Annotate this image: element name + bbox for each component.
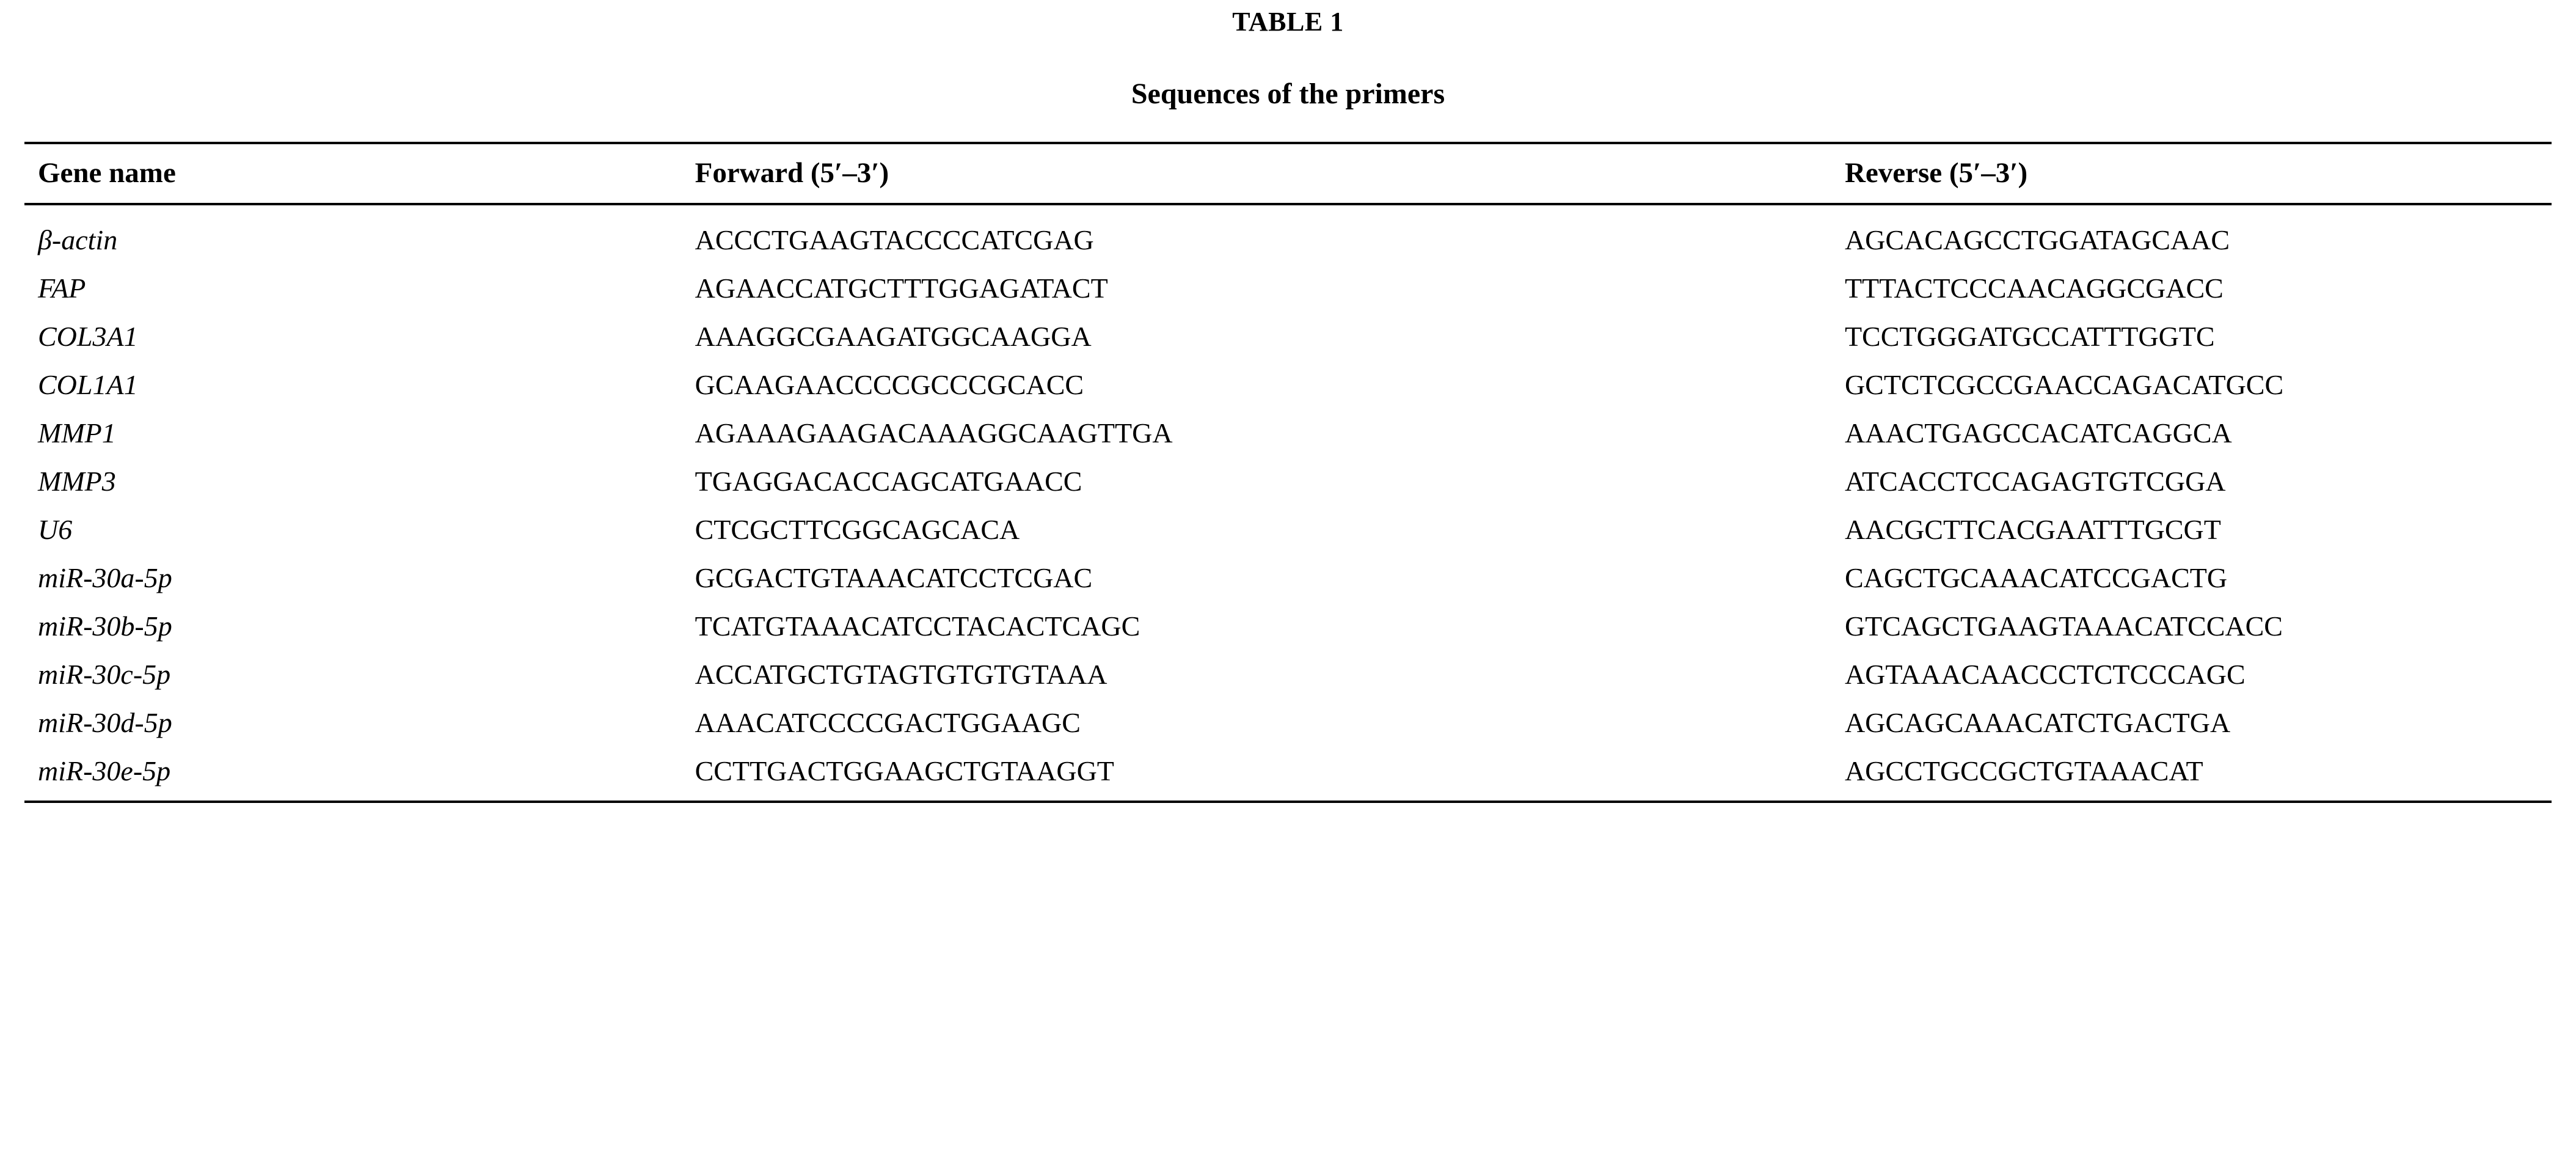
cell-reverse-primer: AGCCTGCCGCTGTAAACAT <box>1831 747 2552 802</box>
table-row <box>24 409 2552 457</box>
table-row <box>24 698 2552 747</box>
table-header <box>24 143 2552 204</box>
cell-forward-primer: CTCGCTTCGGCAGCACA <box>695 514 1020 546</box>
cell-forward-primer: AAAGGCGAAGATGGCAAGGA <box>695 321 1092 353</box>
cell-forward-primer: CCTTGACTGGAAGCTGTAAGGT <box>682 747 1831 802</box>
cell-forward-primer: GCGACTGTAAACATCCTCGAC <box>695 562 1093 594</box>
cell-gene-name: β-actin <box>38 224 118 256</box>
cell-reverse-primer: AAACTGAGCCACATCAGGCA <box>1844 417 2232 449</box>
table-number: TABLE 1 <box>1232 7 1344 37</box>
table-row <box>24 264 2552 312</box>
cell-gene-name: miR-30e-5p <box>24 747 682 802</box>
cell-forward-primer: GCAAGAACCCCGCCCGCACC <box>695 369 1084 401</box>
cell-forward-primer: TCATGTAAACATCCTACACTCAGC <box>695 610 1140 642</box>
cell-reverse-primer: AGCAGCAAACATCTGACTGA <box>1844 707 2231 739</box>
cell-forward-primer: ACCATGCTGTAGTGTGTGTAAA <box>695 659 1107 691</box>
cell-reverse-primer: AGTAAACAACCCTCTCCCAGC <box>1844 659 2246 691</box>
cell-gene-name: miR-30c-5p <box>38 659 171 691</box>
cell-gene-name: COL1A1 <box>38 369 138 401</box>
cell-reverse-primer: AACGCTTCACGAATTTGCGT <box>1844 514 2221 546</box>
table-row <box>24 457 2552 505</box>
cell-reverse-primer: GTCAGCTGAAGTAAACATCCACC <box>1844 610 2283 642</box>
table-row <box>24 554 2552 602</box>
table-caption: Sequences of the primers <box>1131 77 1445 110</box>
cell-forward-primer: AGAACCATGCTTTGGAGATACT <box>695 273 1108 304</box>
cell-reverse-primer: TCCTGGGATGCCATTTGGTC <box>1844 321 2215 353</box>
table-body <box>24 204 2552 802</box>
cell-forward-primer: TGAGGACACCAGCATGAACC <box>695 466 1082 497</box>
cell-gene-name: FAP <box>38 273 86 304</box>
cell-reverse-primer: CAGCTGCAAACATCCGACTG <box>1844 562 2228 594</box>
primers-table <box>24 142 2552 803</box>
cell-gene-name: miR-30b-5p <box>38 610 172 642</box>
cell-forward-primer: ACCCTGAAGTACCCCATCGAG <box>695 224 1094 256</box>
table-row <box>24 204 2552 264</box>
table-row <box>24 747 2552 802</box>
table-header-row <box>24 143 2552 204</box>
table-row <box>24 312 2552 361</box>
table-row <box>24 361 2552 409</box>
column-header-reverse: Reverse (5′–3′) <box>1831 143 2552 204</box>
table-row <box>24 505 2552 554</box>
cell-reverse-primer: TTTACTCCCAACAGGCGACC <box>1844 273 2224 304</box>
cell-gene-name: MMP1 <box>38 417 116 449</box>
column-header-forward: Forward (5′–3′) <box>682 143 1831 204</box>
column-header-gene-name: Gene name <box>24 143 682 204</box>
cell-reverse-primer: AGCACAGCCTGGATAGCAAC <box>1844 224 2230 256</box>
cell-gene-name: miR-30a-5p <box>38 562 172 594</box>
cell-gene-name: MMP3 <box>38 466 116 497</box>
table-row <box>24 602 2552 650</box>
cell-forward-primer: AAACATCCCCGACTGGAAGC <box>695 707 1081 739</box>
cell-reverse-primer: ATCACCTCCAGAGTGTCGGA <box>1844 466 2226 497</box>
cell-gene-name: U6 <box>38 514 73 546</box>
table-row <box>24 650 2552 698</box>
cell-forward-primer: AGAAAGAAGACAAAGGCAAGTTGA <box>695 417 1173 449</box>
cell-gene-name: miR-30d-5p <box>38 707 172 739</box>
cell-reverse-primer: GCTCTCGCCGAACCAGACATGCC <box>1844 369 2284 401</box>
cell-gene-name: COL3A1 <box>38 321 138 353</box>
